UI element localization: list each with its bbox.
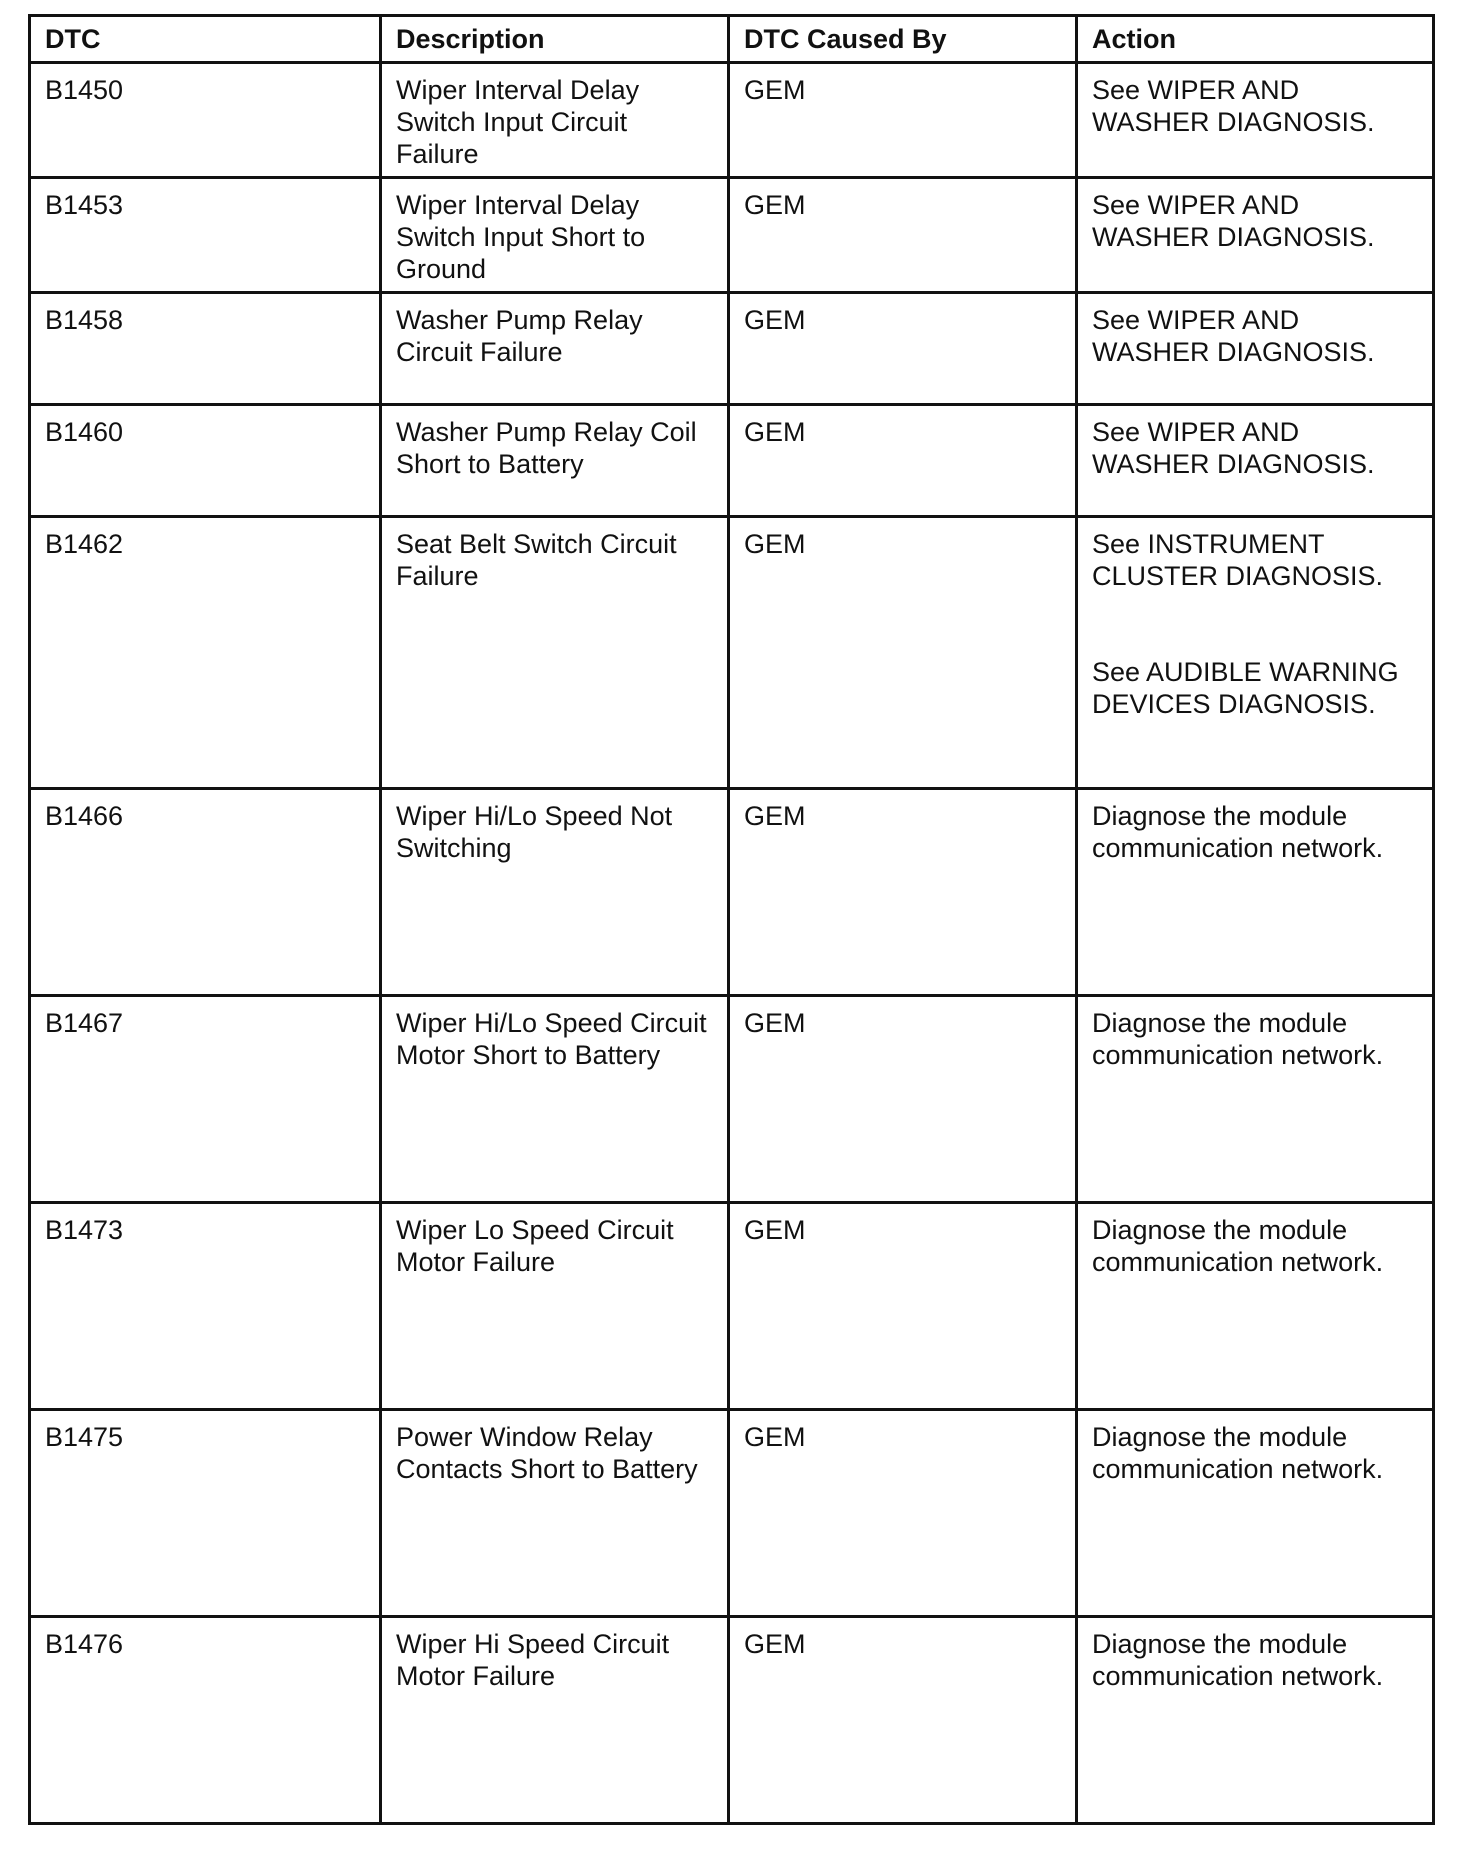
- dtc-description: Washer Pump Relay Circuit Failure: [381, 293, 729, 405]
- action-text: See WIPER AND WASHER DIAGNOSIS.: [1092, 190, 1375, 252]
- action-text: Diagnose the module communication network.: [1092, 1629, 1384, 1691]
- dtc-code: B1453: [30, 178, 381, 293]
- dtc-code: B1473: [30, 1203, 381, 1410]
- action-text: Diagnose the module communication network.: [1092, 1215, 1384, 1277]
- dtc-action: [1077, 63, 1434, 178]
- dtc-description: Seat Belt Switch Circuit Failure: [381, 517, 729, 789]
- dtc-action: [1077, 178, 1434, 293]
- dtc-caused-by: GEM: [729, 1203, 1077, 1410]
- dtc-action: [1077, 1203, 1434, 1410]
- table-row: [30, 1410, 1434, 1617]
- action-text: See INSTRUMENT CLUSTER DIAGNOSIS.: [1092, 529, 1384, 591]
- dtc-description: Washer Pump Relay Coil Short to Battery: [381, 405, 729, 517]
- action-text: Diagnose the module communication network.: [1092, 1008, 1384, 1070]
- table-row: [30, 63, 1434, 178]
- dtc-code: B1460: [30, 405, 381, 517]
- dtc-description: Wiper Hi/Lo Speed Not Switching: [381, 789, 729, 996]
- dtc-caused-by: GEM: [729, 517, 1077, 789]
- table-row: [30, 517, 1434, 789]
- action-text: See WIPER AND WASHER DIAGNOSIS.: [1092, 75, 1375, 137]
- dtc-description: Power Window Relay Contacts Short to Battery: [381, 1410, 729, 1617]
- header-action: Action: [1077, 16, 1434, 63]
- dtc-action: [1077, 293, 1434, 405]
- table-row: [30, 405, 1434, 517]
- dtc-code: B1476: [30, 1617, 381, 1824]
- table-row: [30, 996, 1434, 1203]
- header-dtc: DTC: [30, 16, 381, 63]
- dtc-description: Wiper Hi/Lo Speed Circuit Motor Short to Battery: [381, 996, 729, 1203]
- dtc-description: Wiper Hi Speed Circuit Motor Failure: [381, 1617, 729, 1824]
- dtc-code: B1466: [30, 789, 381, 996]
- dtc-caused-by: GEM: [729, 63, 1077, 178]
- header-caused-by: DTC Caused By: [729, 16, 1077, 63]
- dtc-action: [1077, 996, 1434, 1203]
- dtc-code: B1462: [30, 517, 381, 789]
- dtc-code: B1475: [30, 1410, 381, 1617]
- dtc-action: [1077, 517, 1434, 789]
- header-row: [30, 16, 1434, 63]
- dtc-caused-by: GEM: [729, 996, 1077, 1203]
- dtc-caused-by: GEM: [729, 789, 1077, 996]
- dtc-caused-by: GEM: [729, 1617, 1077, 1824]
- dtc-action: [1077, 1410, 1434, 1617]
- action-text-secondary: See AUDIBLE WARNING DEVICES DIAGNOSIS.: [1092, 657, 1399, 719]
- dtc-code: B1467: [30, 996, 381, 1203]
- dtc-action: [1077, 789, 1434, 996]
- header-description: Description: [381, 16, 729, 63]
- table-row: [30, 1617, 1434, 1824]
- dtc-action: [1077, 1617, 1434, 1824]
- dtc-caused-by: GEM: [729, 293, 1077, 405]
- dtc-code: B1450: [30, 63, 381, 178]
- action-text: Diagnose the module communication network.: [1092, 1422, 1384, 1484]
- dtc-description: Wiper Interval Delay Switch Input Circuit Failure: [381, 63, 729, 178]
- dtc-caused-by: GEM: [729, 405, 1077, 517]
- dtc-table: [28, 14, 1435, 1825]
- dtc-action: [1077, 405, 1434, 517]
- dtc-caused-by: GEM: [729, 178, 1077, 293]
- action-text: See WIPER AND WASHER DIAGNOSIS.: [1092, 305, 1375, 367]
- dtc-code: B1458: [30, 293, 381, 405]
- dtc-description: Wiper Interval Delay Switch Input Short to Ground: [381, 178, 729, 293]
- table-row: [30, 1203, 1434, 1410]
- dtc-caused-by: GEM: [729, 1410, 1077, 1617]
- dtc-description: Wiper Lo Speed Circuit Motor Failure: [381, 1203, 729, 1410]
- action-text: See WIPER AND WASHER DIAGNOSIS.: [1092, 417, 1375, 479]
- table-row: [30, 178, 1434, 293]
- table-row: [30, 293, 1434, 405]
- table-row: [30, 789, 1434, 996]
- action-text: Diagnose the module communication network.: [1092, 801, 1384, 863]
